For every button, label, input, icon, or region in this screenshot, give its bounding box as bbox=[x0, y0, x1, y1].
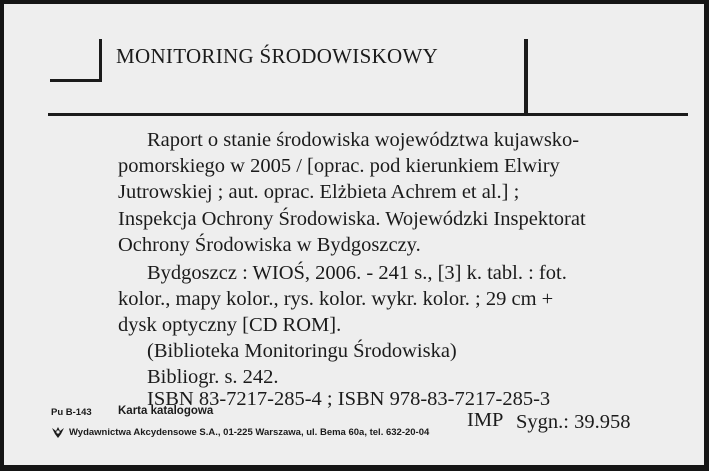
form-code: Pu B-143 bbox=[51, 407, 92, 418]
imp-mark: IMP bbox=[467, 409, 504, 431]
entry-line-bibliography: Bibliogr. s. 242. bbox=[147, 366, 279, 388]
call-number: Sygn.: 39.958 bbox=[516, 411, 631, 433]
catalog-card bbox=[4, 4, 704, 465]
entry-line-7: kolor., mapy kolor., rys. kolor. wykr. kolor. ; 29 cm + bbox=[118, 288, 554, 310]
entry-line-5: Ochrony Środowiska w Bydgoszczy. bbox=[118, 234, 421, 256]
entry-line-1: Raport o stanie środowiska województwa kujawsko- bbox=[147, 129, 580, 151]
entry-line-6: Bydgoszcz : WIOŚ, 2006. - 241 s., [3] k. tabl. : fot. bbox=[147, 262, 567, 284]
header-right-bar bbox=[524, 39, 528, 115]
publisher-line: Wydawnictwa Akcydensowe S.A., 01-225 Warszawa, ul. Bema 60a, tel. 632-20-04 bbox=[69, 427, 430, 438]
entry-line-series: (Biblioteka Monitoringu Środowiska) bbox=[147, 340, 457, 362]
header-corner-vertical bbox=[99, 39, 102, 82]
form-label: Karta katalogowa bbox=[118, 405, 214, 417]
entry-line-2: pomorskiego w 2005 / [oprac. pod kierunkiem Elwiry bbox=[118, 155, 560, 177]
entry-line-4: Inspekcja Ochrony Środowiska. Wojewódzki Inspektorat bbox=[118, 208, 586, 230]
entry-line-isbn: ISBN 83-7217-285-4 ; ISBN 978-83-7217-285-3 bbox=[147, 388, 551, 410]
header-rule bbox=[48, 113, 688, 116]
entry-line-8: dysk optyczny [CD ROM]. bbox=[118, 314, 342, 336]
subject-heading: MONITORING ŚRODOWISKOWY bbox=[116, 44, 439, 68]
entry-line-3: Jutrowskiej ; aut. oprac. Elżbieta Achrem et al.] ; bbox=[118, 181, 520, 203]
header-corner-horizontal bbox=[50, 79, 102, 82]
bird-logo-icon bbox=[51, 425, 65, 439]
